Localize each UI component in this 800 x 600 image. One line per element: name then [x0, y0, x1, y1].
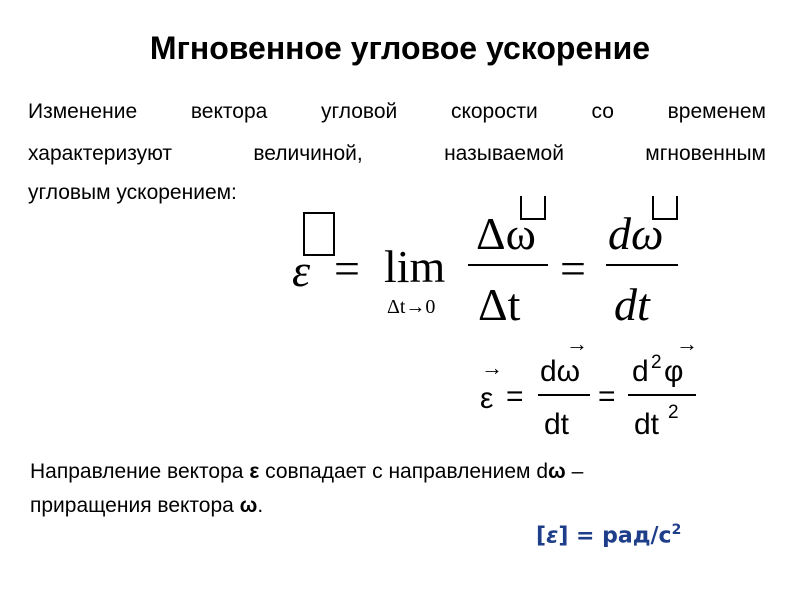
formula2-epsilon-arrow: →: [481, 355, 503, 380]
formula2-frac2-numerator-exponent: 2: [651, 352, 662, 373]
formula2-frac2-numerator-d: d: [632, 355, 649, 388]
formula2-epsilon: ε: [480, 382, 494, 415]
formula1-equals-1: =: [334, 243, 360, 294]
formula1-frac1-denominator: Δt: [478, 279, 521, 330]
formula2-fraction-bar-2: [628, 394, 696, 396]
formula1-lim: lim: [384, 241, 446, 292]
direction-text: .: [257, 494, 264, 517]
formula1-fraction-bar-2: [606, 264, 678, 266]
formula2-frac1-numerator: dω: [540, 355, 581, 388]
direction-epsilon: ε: [249, 460, 260, 483]
formula1-fraction-bar-1: [468, 264, 548, 266]
formula1-frac2-numerator: dω: [608, 208, 664, 259]
formula2-frac2-denominator-dt: dt: [634, 408, 660, 441]
formula2-omega-arrow: →: [566, 331, 588, 356]
formula2-frac1-denominator: dt: [544, 408, 570, 441]
formula2-fraction-bar-1: [538, 394, 590, 396]
intro-line-3: угловым ускорением:: [28, 181, 237, 204]
units-label: [536, 522, 681, 548]
units-exponent: 2: [671, 522, 682, 538]
direction-text: приращения вектора: [30, 494, 240, 517]
direction-omega: ω: [239, 494, 258, 517]
units-open: [: [536, 523, 547, 549]
formula2-phi-arrow: →: [676, 331, 698, 356]
formula2-frac2-denominator-exponent: 2: [668, 402, 679, 423]
formula1-lim-subscript: Δt→0: [387, 296, 436, 318]
formula1-equals-2: =: [560, 243, 586, 294]
formula1-frac1-numerator: Δω: [476, 208, 536, 259]
direction-line-2: [30, 494, 770, 518]
intro-line-1: Изменение вектора угловой скорости со временем: [28, 100, 766, 123]
formula2-equals-1: =: [506, 380, 524, 413]
direction-text: –: [565, 460, 584, 483]
units-text: ] = рад/с: [558, 523, 672, 549]
slide-title: Мгновенное угловое ускорение: [149, 30, 651, 66]
direction-line-1: [30, 460, 770, 484]
intro-line-2: характеризуют величиной, называемой мгновенным: [28, 142, 766, 165]
direction-text: совпадает с направлением d: [259, 460, 549, 483]
direction-text: Направление вектора: [30, 460, 250, 483]
formula1-epsilon: ε: [292, 245, 311, 296]
units-epsilon: ε: [546, 523, 559, 549]
formula2-equals-2: =: [598, 380, 616, 413]
formula1-frac2-denominator: dt: [614, 279, 650, 330]
direction-omega: ω: [548, 460, 566, 483]
formula2-frac2-numerator-phi: φ: [664, 355, 684, 388]
